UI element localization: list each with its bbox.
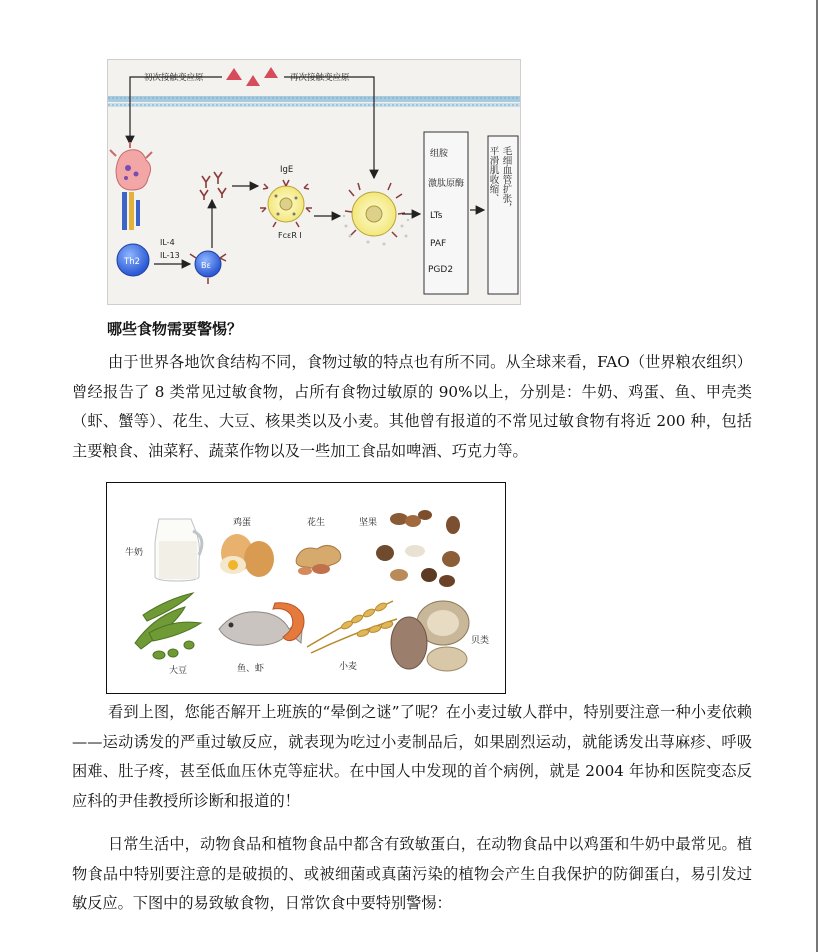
label-egg: 鸡蛋 — [233, 518, 252, 528]
allergen-icon — [226, 67, 278, 86]
mast-cell-icon — [260, 180, 312, 227]
wheat-icon — [307, 601, 397, 653]
section-heading: 哪些食物需要警惕？ — [107, 320, 243, 338]
label-soybean: 大豆 — [169, 666, 188, 676]
fish-shrimp-icon — [219, 603, 304, 646]
mediator-item: PGD2 — [428, 265, 454, 275]
shellfish-icon — [391, 601, 469, 671]
effect-column: 平滑肌收缩、 — [487, 146, 499, 203]
paragraph-daily-foods: 日常生活中，动物食品和植物食品中都含有致敏蛋白，在动物食品中以鸡蛋和牛奶中最常见。植物食品中特别要注意的是破损的、或被细菌或真菌污染的植物会产生自我保护的防御蛋白，易引发过敏反应。下图中的易致敏食物，日常饮食中要特别警惕： — [72, 835, 752, 912]
allergy-mechanism-diagram — [107, 59, 521, 305]
effect-column: 毛细血管扩张， — [500, 146, 512, 213]
soybean-icon — [135, 593, 201, 659]
antibody-icon — [200, 172, 226, 200]
label-nuts: 坚果 — [359, 518, 378, 528]
egg-icon — [220, 534, 274, 577]
il13-label: IL-13 — [160, 251, 180, 260]
label-wheat: 小麦 — [339, 662, 358, 672]
degranulating-mast-cell-icon — [343, 183, 409, 246]
label-milk: 牛奶 — [125, 548, 144, 558]
nuts-icon — [376, 510, 460, 587]
label-shellfish: 贝类 — [471, 636, 490, 646]
b-cell-label: Bε — [201, 261, 211, 270]
milk-icon — [155, 519, 202, 581]
first-contact-label: 初次接触变应原 — [144, 73, 204, 83]
th2-label: Th2 — [124, 257, 140, 267]
peanut-icon — [296, 545, 341, 575]
second-contact-label: 再次接触变应原 — [290, 73, 350, 83]
paragraph-allergy-foods: 由于世界各地饮食结构不同，食物过敏的特点也有所不同。从全球来看，FAO（世界粮农组织）曾经报告了 8 类常见过敏食物，占所有食物过敏原的 90%以上，分别是：牛奶、鸡蛋、鱼、甲壳类（虾、蟹等）、花生、大豆、核果类以及小麦。其他曾有报道的不常见过敏食物有将近 200 种，包括主要粮食、油菜籽、蔬菜作物以及一些加工食品如啤酒、巧克力等。 — [72, 353, 752, 460]
mediator-item: 激肽原酶 — [428, 179, 465, 189]
allergen-foods-picture — [106, 482, 506, 694]
label-fish-shrimp: 鱼、虾 — [237, 664, 265, 674]
il4-label: IL-4 — [160, 238, 175, 247]
mediator-item: PAF — [430, 239, 447, 249]
paragraph-wheat-exercise: 看到上图，您能否解开上班族的“晕倒之谜”了呢？在小麦过敏人群中，特别要注意一种小麦依赖——运动诱发的严重过敏反应，就表现为吃过小麦制品后，如果剧烈运动，就能诱发出荨麻疹、呼吸困难、肚子疼，甚至低血压休克等症状。在中国人中发现的首个病例，就是 2004 年协和医院变态反应科的尹佳教授所诊断和报道的！ — [72, 703, 752, 810]
antigen-presenting-cell-icon — [110, 142, 152, 190]
mediator-item: LTs — [430, 211, 443, 221]
label-peanut: 花生 — [307, 518, 326, 528]
ige-label: IgE — [280, 165, 294, 175]
mediator-item: 组胺 — [430, 149, 449, 159]
receptor-label: FcεR I — [278, 231, 302, 240]
